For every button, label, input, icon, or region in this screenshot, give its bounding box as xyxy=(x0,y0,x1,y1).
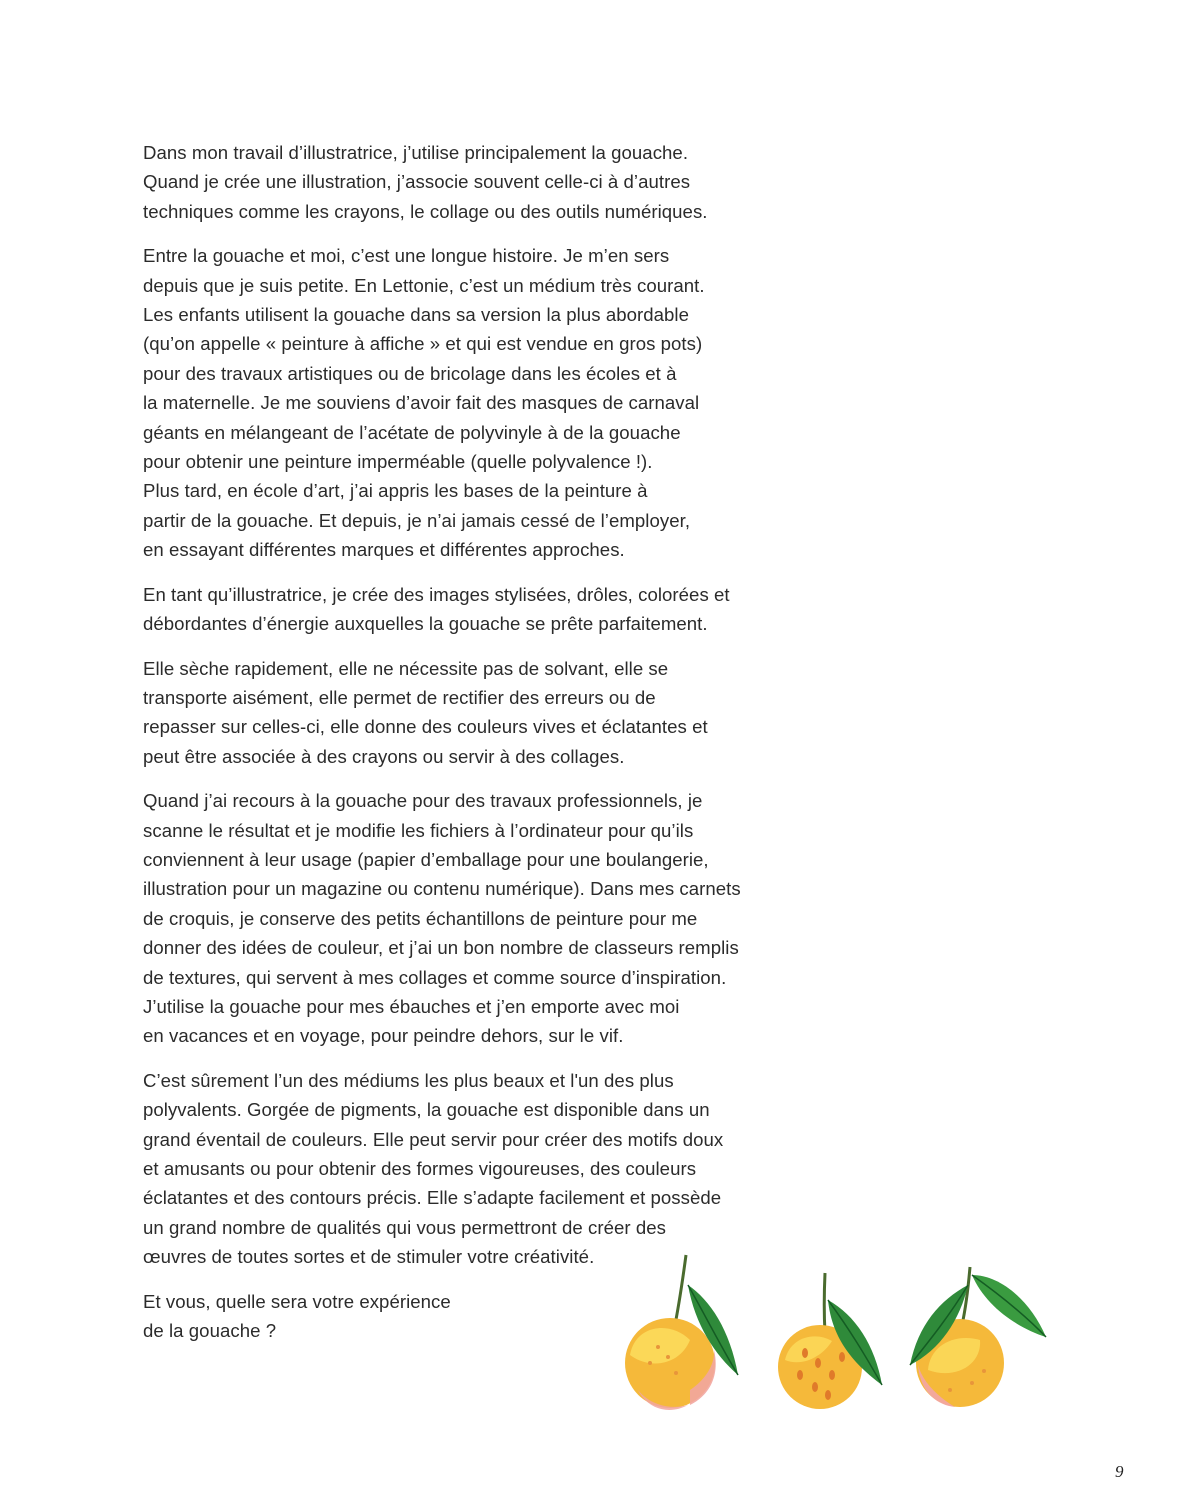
text-line: et amusants ou pour obtenir des formes vigoureuses, des couleurs xyxy=(143,1158,697,1179)
text-line: en essayant différentes marques et différentes approches. xyxy=(143,539,625,561)
text-line: transporte aisément, elle permet de rectifier des erreurs ou de xyxy=(143,686,656,708)
text-line: techniques comme les crayons, le collage ou des outils numériques. xyxy=(143,200,708,222)
text-line: pour obtenir une peinture imperméable (quelle polyvalence !). xyxy=(143,451,653,473)
orange-1-icon xyxy=(625,1255,738,1410)
page-number: 9 xyxy=(1115,1462,1124,1481)
text-line: C’est sûrement l’un des médiums les plus beaux et l'un des plus xyxy=(143,1069,674,1091)
text-line: peut être associée à des crayons ou servir à des collages. xyxy=(143,745,625,767)
text-line: Entre la gouache et moi, c’est une longue histoire. Je m’en sers xyxy=(143,245,670,267)
paragraph-3 xyxy=(143,580,783,639)
stem-icon xyxy=(824,1273,825,1333)
text-line: la maternelle. Je me souviens d’avoir fait des masques de carnaval xyxy=(143,392,700,414)
text-line: Et vous, quelle sera votre expérience xyxy=(143,1290,451,1312)
paragraph-5 xyxy=(143,786,783,1051)
text-line: repasser sur celles-ci, elle donne des couleurs vives et éclatantes et xyxy=(143,716,708,738)
paragraph-4 xyxy=(143,654,783,772)
text-line: Quand je crée une illustration, j’associe souvent celle-ci à d’autres xyxy=(143,171,691,193)
text-line: de croquis, je conserve des petits échantillons de peinture pour me xyxy=(143,907,698,929)
text-line: en vacances et en voyage, pour peindre dehors, sur le vif. xyxy=(143,1025,624,1047)
text-line: (qu’on appelle « peinture à affiche » et qui est vendue en gros pots) xyxy=(143,333,703,355)
text-line: scanne le résultat et je modifie les fichiers à l’ordinateur pour qu’ils xyxy=(143,819,694,841)
text-line: conviennent à leur usage (papier d’emballage pour une boulangerie, xyxy=(143,848,709,870)
text-line: géants en mélangeant de l’acétate de polyvinyle à de la gouache xyxy=(143,421,681,443)
orange-3-icon xyxy=(910,1267,1046,1407)
text-line: de textures, qui servent à mes collages et comme source d’inspiration. xyxy=(143,966,727,988)
text-line: pour des travaux artistiques ou de bricolage dans les écoles et à xyxy=(143,362,677,384)
paragraph-2 xyxy=(143,241,783,564)
text-line: de la gouache ? xyxy=(143,1320,277,1342)
text-line: un grand nombre de qualités qui vous permettront de créer des xyxy=(143,1216,666,1238)
text-line: depuis que je suis petite. En Lettonie, c’est un médium très courant. xyxy=(143,274,705,296)
paragraph-1 xyxy=(143,138,783,226)
paragraph-6 xyxy=(143,1066,783,1272)
text-line: Plus tard, en école d’art, j’ai appris les bases de la peinture à xyxy=(143,480,648,502)
text-line: polyvalents. Gorgée de pigments, la gouache est disponible dans un xyxy=(143,1099,710,1121)
text-line: Elle sèche rapidement, elle ne nécessite pas de solvant, elle se xyxy=(143,657,669,679)
text-line: En tant qu’illustratrice, je crée des images stylisées, drôles, colorées et xyxy=(143,583,730,605)
text-line: grand éventail de couleurs. Elle peut servir pour créer des motifs doux xyxy=(143,1128,724,1150)
text-line: Dans mon travail d’illustratrice, j’utilise principalement la gouache. xyxy=(143,142,689,163)
oranges-illustration xyxy=(610,1245,1060,1420)
text-line: J’utilise la gouache pour mes ébauches et j’en emporte avec moi xyxy=(143,995,680,1017)
body-text xyxy=(143,138,783,1360)
text-line: donner des idées de couleur, et j’ai un bon nombre de classeurs remplis xyxy=(143,937,739,959)
text-line: Quand j’ai recours à la gouache pour des travaux professionnels, je xyxy=(143,790,703,812)
text-line: œuvres de toutes sortes et de stimuler votre créativité. xyxy=(143,1246,595,1268)
text-line: débordantes d’énergie auxquelles la gouache se prête parfaitement. xyxy=(143,613,708,635)
text-line: illustration pour un magazine ou contenu numérique). Dans mes carnets xyxy=(143,878,741,900)
text-line: éclatantes et des contours précis. Elle s’adapte facilement et possède xyxy=(143,1187,722,1209)
orange-2-icon xyxy=(778,1273,882,1409)
text-line: Les enfants utilisent la gouache dans sa version la plus abordable xyxy=(143,304,689,326)
text-line: partir de la gouache. Et depuis, je n’ai jamais cessé de l’employer, xyxy=(143,509,691,531)
